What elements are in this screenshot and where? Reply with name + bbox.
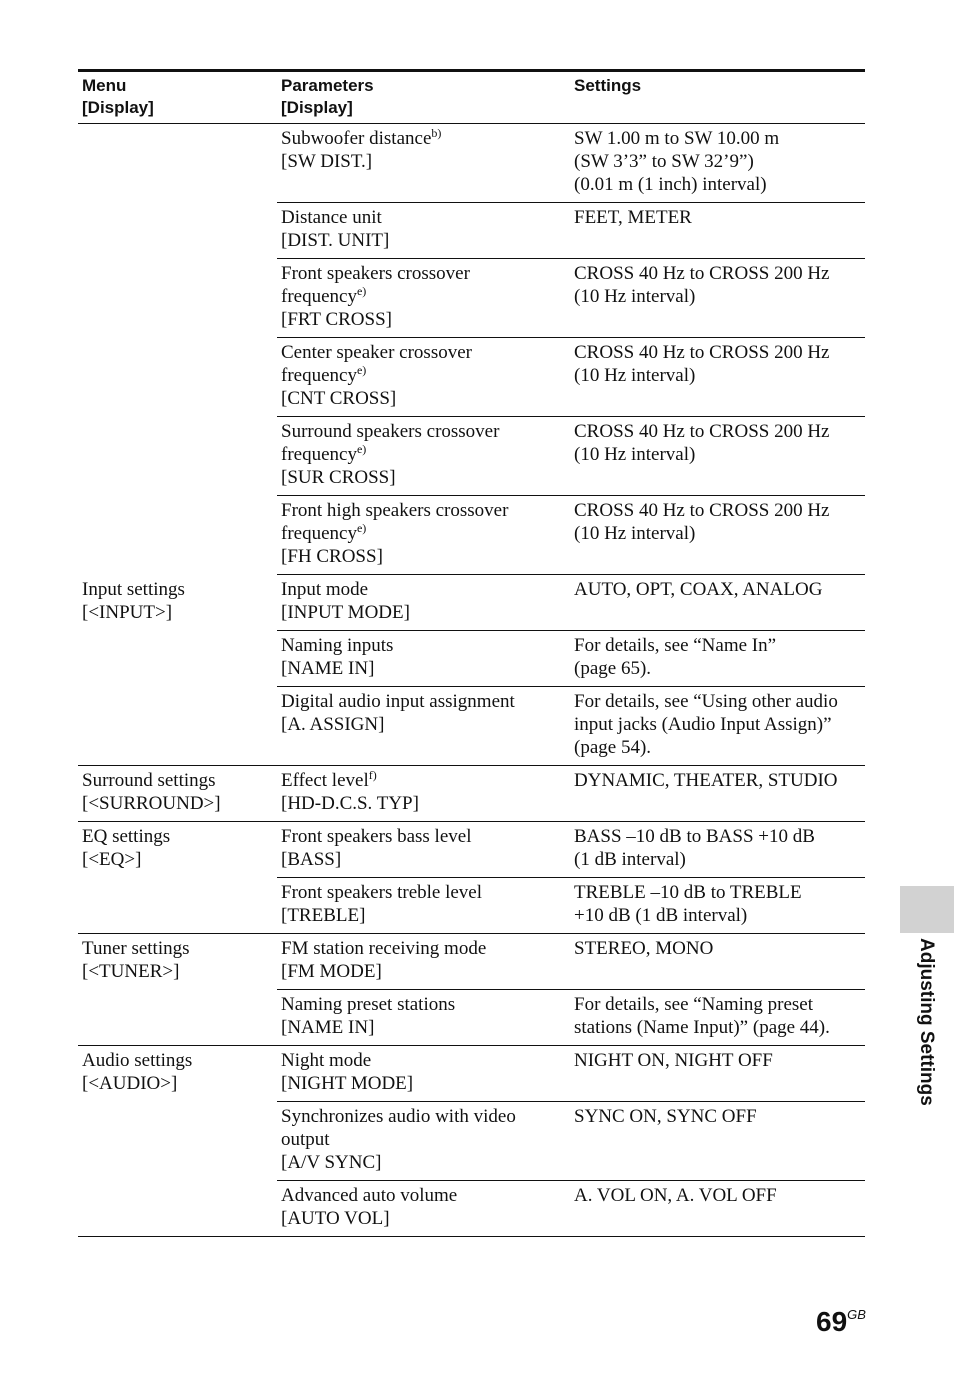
parameter-text: Naming preset stations [281, 994, 456, 1015]
parameter-text: [FRT CROSS] [281, 309, 392, 330]
settings-line: (1 dB interval) [574, 849, 686, 870]
table-row [78, 124, 865, 203]
parameter-cell [277, 496, 570, 575]
parameter-text: [FH CROSS] [281, 546, 383, 567]
parameter-text: Front high speakers crossover [281, 500, 509, 521]
settings-line: (10 Hz interval) [574, 365, 696, 386]
parameter-line [281, 848, 566, 871]
menu-line: [<EQ>] [82, 849, 142, 870]
settings-line: For details, see “Using other audio [574, 691, 838, 712]
parameter-line [281, 206, 566, 229]
parameter-line [281, 364, 566, 387]
parameter-cell [277, 687, 570, 766]
parameter-cell [277, 822, 570, 878]
footnote-marker: f) [368, 768, 377, 782]
parameter-line [281, 545, 566, 568]
parameter-cell [277, 338, 570, 417]
parameter-cell [277, 124, 570, 203]
parameter-line [281, 466, 566, 489]
parameter-line [281, 1128, 566, 1151]
settings-line: STEREO, MONO [574, 938, 714, 959]
header-settings [570, 71, 865, 124]
parameter-text: [CNT CROSS] [281, 388, 397, 409]
header-settings-line: Settings [574, 76, 642, 95]
parameter-cell [277, 934, 570, 990]
parameter-line [281, 1184, 566, 1207]
parameter-text: Night mode [281, 1050, 372, 1071]
menu-line: Surround settings [82, 770, 216, 791]
parameter-line [281, 262, 566, 285]
settings-cell [570, 687, 865, 766]
menu-line: Input settings [82, 578, 185, 600]
settings-line: input jacks (Audio Input Assign)” [574, 714, 832, 735]
menu-line: [<INPUT>] [82, 601, 173, 623]
settings-line: CROSS 40 Hz to CROSS 200 Hz [574, 500, 830, 521]
parameter-line [281, 443, 566, 466]
header-menu [78, 71, 277, 124]
settings-cell [570, 203, 865, 259]
settings-line: BASS –10 dB to BASS +10 dB [574, 826, 815, 847]
settings-line: (page 65). [574, 658, 652, 679]
parameter-line [281, 387, 566, 410]
table-header [78, 71, 865, 124]
menu-cell [78, 124, 277, 575]
parameter-text: frequency [281, 444, 357, 465]
settings-line: (10 Hz interval) [574, 523, 696, 544]
parameter-text: [A/V SYNC] [281, 1152, 382, 1173]
parameter-cell [277, 766, 570, 822]
settings-line: A. VOL ON, A. VOL OFF [574, 1185, 777, 1206]
header-parameters [277, 71, 570, 124]
parameter-text: FM station receiving mode [281, 938, 487, 959]
parameter-text: Naming inputs [281, 635, 394, 656]
header-menu-line: Menu [82, 76, 127, 95]
settings-line: For details, see “Naming preset [574, 994, 814, 1015]
parameter-text: [INPUT MODE] [281, 602, 410, 623]
table-row [78, 934, 865, 990]
parameter-line [281, 229, 566, 252]
parameter-cell [277, 259, 570, 338]
parameter-text: [A. ASSIGN] [281, 714, 385, 735]
footnote-marker: e) [356, 284, 367, 298]
parameter-text: [SW DIST.] [281, 151, 373, 172]
parameter-line [281, 1151, 566, 1174]
settings-cell [570, 1046, 865, 1102]
parameter-line [281, 150, 566, 173]
parameter-cell [277, 878, 570, 934]
parameter-text: Front speakers bass level [281, 826, 472, 847]
settings-line: TREBLE –10 dB to TREBLE [574, 882, 802, 903]
menu-cell [78, 1046, 277, 1237]
parameter-line [281, 1016, 566, 1039]
parameter-line [281, 792, 566, 815]
table-row [78, 575, 865, 631]
parameter-text: [DIST. UNIT] [281, 230, 390, 251]
parameter-text: Front speakers treble level [281, 882, 483, 903]
footnote-marker: e) [356, 521, 367, 535]
parameter-line [281, 881, 566, 904]
header-menu-line: [Display] [82, 98, 154, 117]
footnote-marker: b) [431, 126, 442, 140]
parameter-line [281, 1105, 566, 1128]
parameter-text: Input mode [281, 579, 369, 600]
parameter-cell [277, 1181, 570, 1237]
settings-cell [570, 575, 865, 631]
menu-line: Audio settings [82, 1050, 193, 1071]
parameter-text: Distance unit [281, 207, 382, 228]
parameter-text: Advanced auto volume [281, 1185, 458, 1206]
parameter-text: frequency [281, 286, 357, 307]
parameter-line [281, 904, 566, 927]
parameter-cell [277, 1046, 570, 1102]
section-tab [900, 886, 954, 933]
settings-cell [570, 124, 865, 203]
parameter-line [281, 960, 566, 983]
settings-cell [570, 878, 865, 934]
parameter-text: Front speakers crossover [281, 263, 470, 284]
parameter-line [281, 341, 566, 364]
parameter-text: Surround speakers crossover [281, 421, 500, 442]
settings-line: SYNC ON, SYNC OFF [574, 1106, 757, 1127]
header-parameters-line: Parameters [281, 76, 374, 95]
settings-line: (0.01 m (1 inch) interval) [574, 174, 767, 195]
settings-line: stations (Name Input)” (page 44). [574, 1017, 830, 1038]
menu-line: [<TUNER>] [82, 961, 180, 982]
parameter-line [281, 937, 566, 960]
parameter-line [281, 690, 566, 713]
settings-line: CROSS 40 Hz to CROSS 200 Hz [574, 342, 830, 363]
menu-line: EQ settings [82, 826, 171, 847]
header-parameters-line: [Display] [281, 98, 353, 117]
menu-cell [78, 766, 277, 822]
parameter-line [281, 657, 566, 680]
settings-cell [570, 990, 865, 1046]
footnote-marker: e) [356, 442, 367, 456]
settings-cell [570, 1181, 865, 1237]
footnote-marker: e) [356, 363, 367, 377]
settings-cell [570, 766, 865, 822]
parameter-cell [277, 203, 570, 259]
parameter-line [281, 601, 566, 624]
settings-line: (10 Hz interval) [574, 444, 696, 465]
settings-line: DYNAMIC, THEATER, STUDIO [574, 770, 838, 791]
settings-line: (SW 3’3” to SW 32’9”) [574, 151, 754, 172]
parameter-cell [277, 575, 570, 631]
menu-cell [78, 822, 277, 934]
parameter-line [281, 499, 566, 522]
parameter-text: Effect level [281, 770, 369, 791]
parameter-text: [NAME IN] [281, 658, 375, 679]
parameter-text: [AUTO VOL] [281, 1208, 390, 1229]
settings-cell [570, 631, 865, 687]
settings-line: FEET, METER [574, 207, 692, 228]
parameter-text: Synchronizes audio with video [281, 1106, 516, 1127]
parameter-line [281, 420, 566, 443]
parameter-text: [SUR CROSS] [281, 467, 396, 488]
settings-cell [570, 259, 865, 338]
parameter-cell [277, 1102, 570, 1181]
menu-cell [78, 934, 277, 1046]
parameter-text: [NIGHT MODE] [281, 1073, 414, 1094]
parameter-cell [277, 631, 570, 687]
parameter-line [281, 308, 566, 331]
settings-line: NIGHT ON, NIGHT OFF [574, 1050, 773, 1071]
parameter-text: Subwoofer distance [281, 128, 432, 149]
settings-line: For details, see “Name In” [574, 635, 777, 656]
parameter-line [281, 634, 566, 657]
parameter-line [281, 1072, 566, 1095]
parameter-text: [HD-D.C.S. TYP] [281, 793, 419, 814]
parameter-text: frequency [281, 523, 357, 544]
parameter-cell [277, 417, 570, 496]
parameter-line [281, 825, 566, 848]
parameter-text: output [281, 1129, 330, 1150]
parameter-text: Digital audio input assignment [281, 691, 515, 712]
settings-cell [570, 822, 865, 878]
settings-line: +10 dB (1 dB interval) [574, 905, 748, 926]
parameter-line [281, 522, 566, 545]
menu-line: Tuner settings [82, 938, 190, 959]
menu-cell [78, 575, 277, 766]
parameter-text: [FM MODE] [281, 961, 382, 982]
settings-line: CROSS 40 Hz to CROSS 200 Hz [574, 421, 830, 442]
parameter-cell [277, 990, 570, 1046]
settings-line: CROSS 40 Hz to CROSS 200 Hz [574, 263, 830, 284]
parameter-line [281, 713, 566, 736]
settings-line: (page 54). [574, 737, 652, 758]
parameter-line [281, 127, 566, 150]
settings-cell [570, 934, 865, 990]
table-body [78, 124, 865, 1237]
page-number-suffix: GB [847, 1307, 866, 1322]
parameter-line [281, 1207, 566, 1230]
menu-line: [<SURROUND>] [82, 793, 221, 814]
settings-line: (10 Hz interval) [574, 286, 696, 307]
table-row [78, 822, 865, 878]
table-row [78, 1046, 865, 1102]
settings-cell [570, 1102, 865, 1181]
parameter-text: Center speaker crossover [281, 342, 472, 363]
settings-cell [570, 417, 865, 496]
parameter-text: frequency [281, 365, 357, 386]
parameter-line [281, 993, 566, 1016]
parameter-line [281, 1049, 566, 1072]
parameter-text: [NAME IN] [281, 1017, 375, 1038]
parameter-text: [BASS] [281, 849, 342, 870]
page-number [816, 1306, 866, 1338]
parameter-line [281, 285, 566, 308]
section-tab-label: Adjusting Settings [916, 938, 937, 1106]
parameter-line [281, 578, 566, 601]
page-number-value: 69 [816, 1306, 848, 1337]
settings-line: AUTO, OPT, COAX, ANALOG [574, 579, 823, 600]
parameter-text: [TREBLE] [281, 905, 366, 926]
settings-table [78, 69, 865, 1237]
settings-cell [570, 496, 865, 575]
table-row [78, 766, 865, 822]
settings-cell [570, 338, 865, 417]
settings-line: SW 1.00 m to SW 10.00 m [574, 128, 780, 149]
menu-line: [<AUDIO>] [82, 1073, 178, 1094]
parameter-line [281, 769, 566, 792]
